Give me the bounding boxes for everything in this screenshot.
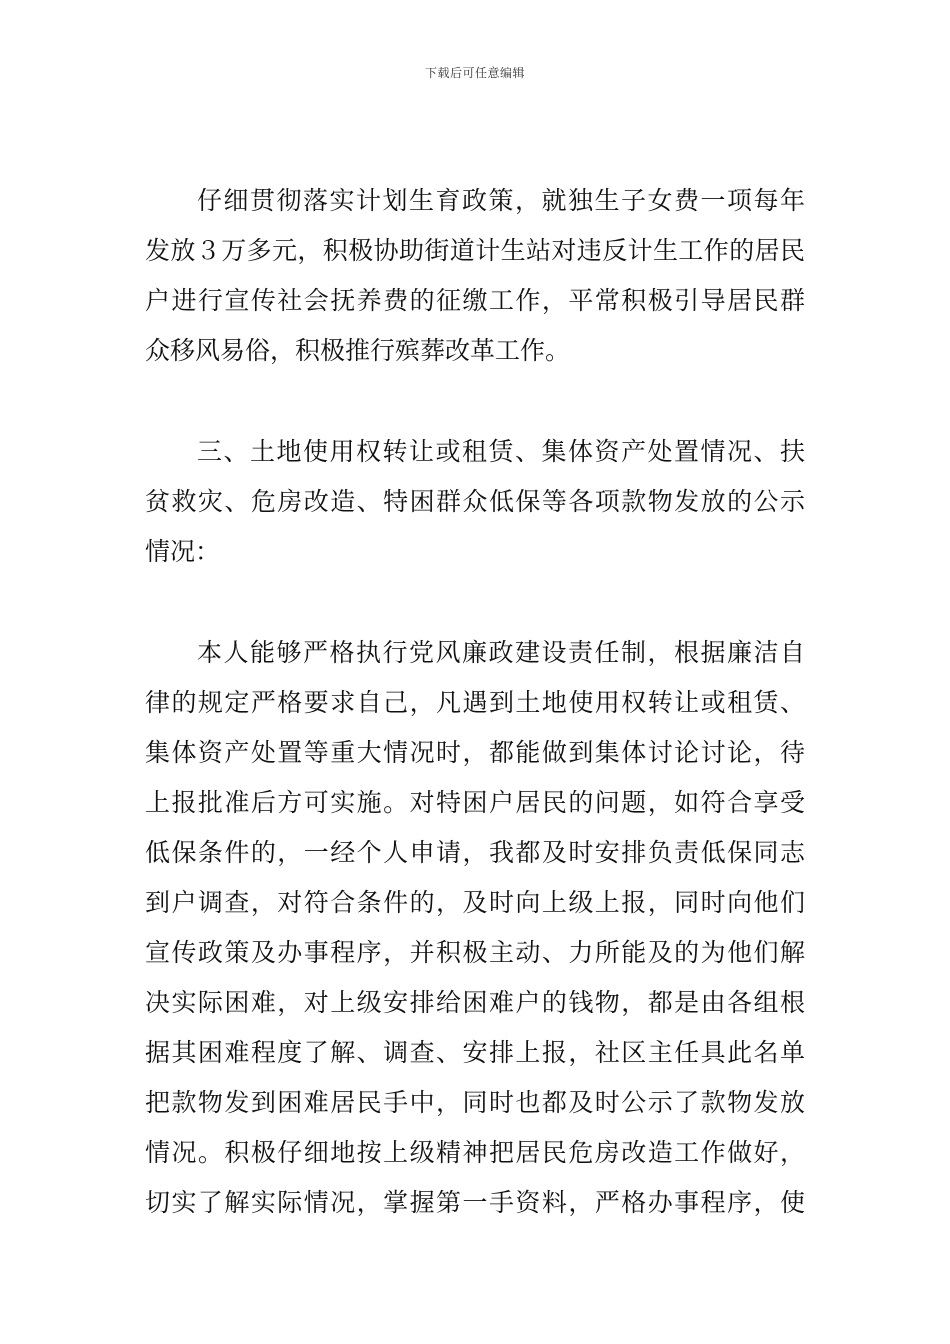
paragraph-gap xyxy=(145,376,805,427)
text-line: 切实了解实际情况，掌握第一手资料，严格办事程序，使 xyxy=(145,1188,805,1217)
text-line: 仔细贯彻落实计划生育政策，就独生子女费一项每年 xyxy=(197,186,805,215)
text-line: 贫救灾、危房改造、特困群众低保等各项款物发放的公示 xyxy=(145,487,805,516)
text-line: 决实际困难，对上级安排给困难户的钱物，都是由各组根 xyxy=(145,988,805,1017)
paragraph-gap xyxy=(145,577,805,628)
document-body xyxy=(145,176,805,1228)
paragraph-integrity xyxy=(145,628,805,1228)
text-line: 情况： xyxy=(145,537,221,566)
text-line: 情况。积极仔细地按上级精神把居民危房改造工作做好， xyxy=(145,1138,805,1167)
paragraph-family-planning xyxy=(145,176,805,376)
text-line: 把款物发到困难居民手中，同时也都及时公示了款物发放 xyxy=(145,1088,805,1117)
text-line: 集体资产处置等重大情况时，都能做到集体讨论讨论，待 xyxy=(145,738,805,767)
text-line: 众移风易俗，积极推行殡葬改革工作。 xyxy=(145,336,571,365)
text-line: 三、土地使用权转让或租赁、集体资产处置情况、扶 xyxy=(197,437,805,466)
text-line: 户进行宣传社会抚养费的征缴工作，平常积极引导居民群 xyxy=(145,286,805,315)
section-heading-three xyxy=(145,427,805,577)
header-note: 下载后可任意编辑 xyxy=(424,66,525,80)
text-line: 低保条件的，一经个人申请，我都及时安排负责低保同志 xyxy=(145,838,805,867)
text-line: 本人能够严格执行党风廉政建设责任制，根据廉洁自 xyxy=(197,638,805,667)
text-line: 到户调查，对符合条件的，及时向上级上报，同时向他们 xyxy=(145,888,805,917)
text-line: 据其困难程度了解、调查、安排上报，社区主任具此名单 xyxy=(145,1038,805,1067)
text-line: 宣传政策及办事程序，并积极主动、力所能及的为他们解 xyxy=(145,938,805,967)
text-line: 上报批准后方可实施。对特困户居民的问题，如符合享受 xyxy=(145,788,805,817)
text-line: 律的规定严格要求自己，凡遇到土地使用权转让或租赁、 xyxy=(145,688,805,717)
text-line: 发放３万多元，积极协助街道计生站对违反计生工作的居民 xyxy=(145,236,805,265)
